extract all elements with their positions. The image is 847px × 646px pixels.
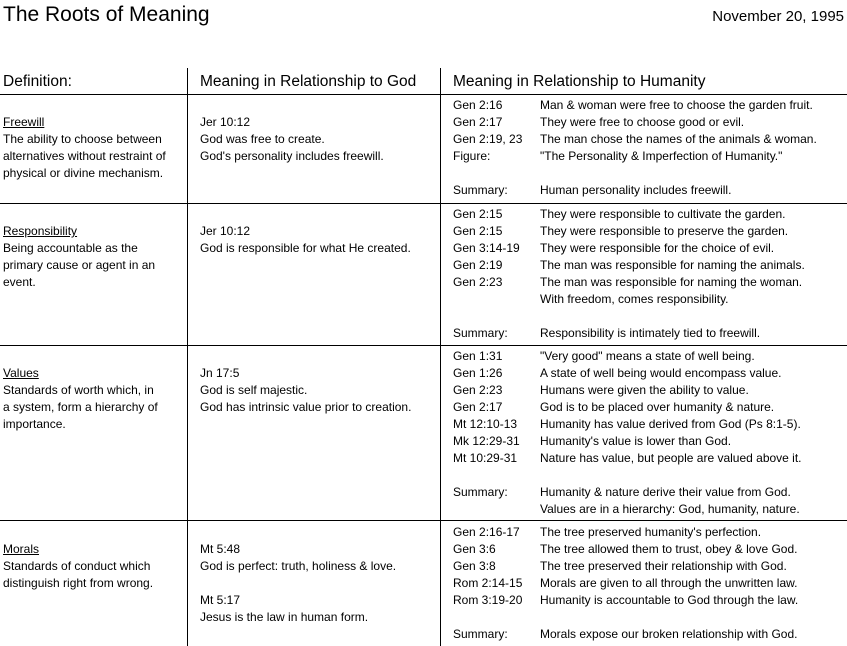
entry-text: The man chose the names of the animals & woman. bbox=[540, 132, 817, 146]
definition-line: Standards of conduct which bbox=[3, 559, 151, 573]
humanity-entry bbox=[453, 541, 843, 558]
summary-label: Summary: bbox=[453, 627, 508, 641]
god-line: God has intrinsic value prior to creation. bbox=[200, 400, 412, 414]
humanity-entry bbox=[453, 348, 843, 365]
scripture-ref: Gen 2:15 bbox=[453, 224, 503, 238]
scripture-ref: Gen 2:16-17 bbox=[453, 525, 520, 539]
humanity-entry bbox=[453, 165, 843, 182]
god-line bbox=[200, 575, 396, 592]
definition-cell bbox=[3, 114, 166, 182]
scripture-ref: Gen 2:23 bbox=[453, 383, 503, 397]
definition-line: importance. bbox=[3, 417, 66, 431]
scripture-ref: Gen 2:17 bbox=[453, 400, 503, 414]
summary-text: Morals expose our broken relationship with God. bbox=[540, 627, 798, 641]
scripture-ref: Gen 2:19, 23 bbox=[453, 132, 523, 146]
humanity-entry bbox=[453, 223, 843, 240]
humanity-entry bbox=[453, 524, 843, 541]
god-line: God's personality includes freewill. bbox=[200, 149, 384, 163]
definition-line: physical or divine mechanism. bbox=[3, 166, 164, 180]
scripture-ref: Gen 2:23 bbox=[453, 275, 503, 289]
entry-text: Morals are given to all through the unwritten law. bbox=[540, 576, 798, 590]
god-line: Jer 10:12 bbox=[200, 224, 251, 238]
entry-text: The man was responsible for naming the woman. bbox=[540, 275, 803, 289]
scripture-ref: Mt 12:10-13 bbox=[453, 417, 518, 431]
god-line: Jer 10:12 bbox=[200, 115, 251, 129]
god-cell bbox=[200, 114, 384, 165]
summary-label: Summary: bbox=[453, 183, 508, 197]
definition-line: alternatives without restraint of bbox=[3, 149, 166, 163]
scripture-ref: Gen 2:16 bbox=[453, 98, 503, 112]
humanity-entry bbox=[453, 206, 843, 223]
entry-text: Humans were given the ability to value. bbox=[540, 383, 749, 397]
humanity-cell bbox=[453, 206, 843, 342]
humanity-summary bbox=[453, 501, 843, 518]
scripture-ref: Mt 10:29-31 bbox=[453, 451, 518, 465]
summary-text: Values are in a hierarchy: God, humanity, nature. bbox=[540, 502, 800, 516]
scripture-ref: Rom 3:19-20 bbox=[453, 593, 523, 607]
humanity-cell bbox=[453, 97, 843, 199]
humanity-cell bbox=[453, 348, 843, 518]
term-responsibility: Responsibility bbox=[3, 224, 78, 238]
god-cell bbox=[200, 365, 411, 416]
god-line: Mt 5:17 bbox=[200, 593, 241, 607]
entry-text: The tree preserved their relationship with God. bbox=[540, 559, 787, 573]
humanity-summary bbox=[453, 182, 843, 199]
scripture-ref: Gen 2:15 bbox=[453, 207, 503, 221]
definition-line: a system, form a hierarchy of bbox=[3, 400, 158, 414]
definition-line: The ability to choose between bbox=[3, 132, 162, 146]
scripture-ref: Gen 3:14-19 bbox=[453, 241, 520, 255]
humanity-entry bbox=[453, 399, 843, 416]
humanity-cell bbox=[453, 524, 843, 643]
god-line: Jn 17:5 bbox=[200, 366, 240, 380]
entry-text: They were responsible for the choice of evil. bbox=[540, 241, 775, 255]
god-line: God is perfect: truth, holiness & love. bbox=[200, 559, 397, 573]
humanity-entry bbox=[453, 291, 843, 308]
header-definition: Definition: bbox=[3, 73, 72, 90]
scripture-ref: Gen 3:8 bbox=[453, 559, 496, 573]
god-line: Jesus is the law in human form. bbox=[200, 610, 369, 624]
humanity-entry bbox=[453, 450, 843, 467]
entry-text: They were free to choose good or evil. bbox=[540, 115, 745, 129]
term-freewill: Freewill bbox=[3, 115, 45, 129]
god-line: God is self majestic. bbox=[200, 383, 308, 397]
row-divider bbox=[0, 345, 847, 346]
god-line: Mt 5:48 bbox=[200, 542, 241, 556]
header-god: Meaning in Relationship to God bbox=[200, 73, 417, 90]
column-divider bbox=[440, 68, 441, 646]
humanity-summary bbox=[453, 626, 843, 643]
summary-label: Summary: bbox=[453, 326, 508, 340]
humanity-entry bbox=[453, 131, 843, 148]
definition-line: Standards of worth which, in bbox=[3, 383, 154, 397]
scripture-ref: Gen 1:31 bbox=[453, 349, 503, 363]
humanity-entry bbox=[453, 274, 843, 291]
definition-line: Being accountable as the bbox=[3, 241, 138, 255]
definition-line: event. bbox=[3, 275, 36, 289]
entry-text: They were responsible to preserve the garden. bbox=[540, 224, 789, 238]
entry-text: God is to be placed over humanity & nature. bbox=[540, 400, 775, 414]
humanity-entry bbox=[453, 558, 843, 575]
column-divider bbox=[187, 68, 188, 646]
humanity-entry bbox=[453, 257, 843, 274]
humanity-entry bbox=[453, 114, 843, 131]
humanity-summary bbox=[453, 484, 843, 501]
entry-text: "The Personality & Imperfection of Humanity." bbox=[540, 149, 783, 163]
humanity-summary bbox=[453, 325, 843, 342]
god-cell bbox=[200, 541, 396, 626]
entry-text: With freedom, comes responsibility. bbox=[540, 292, 729, 306]
definition-cell bbox=[3, 223, 155, 291]
humanity-entry bbox=[453, 308, 843, 325]
definition-cell bbox=[3, 365, 158, 433]
humanity-entry bbox=[453, 592, 843, 609]
document-date: November 20, 1995 bbox=[712, 8, 844, 25]
god-cell bbox=[200, 223, 411, 257]
humanity-entry bbox=[453, 575, 843, 592]
humanity-entry bbox=[453, 609, 843, 626]
scripture-ref: Rom 2:14-15 bbox=[453, 576, 523, 590]
definition-line: primary cause or agent in an bbox=[3, 258, 156, 272]
humanity-entry bbox=[453, 97, 843, 114]
entry-text: Nature has value, but people are valued above it. bbox=[540, 451, 802, 465]
page-title: The Roots of Meaning bbox=[3, 3, 210, 26]
entry-text: The man was responsible for naming the animals. bbox=[540, 258, 805, 272]
scripture-ref: Gen 1:26 bbox=[453, 366, 503, 380]
definition-cell bbox=[3, 541, 153, 592]
humanity-entry bbox=[453, 467, 843, 484]
entry-text: "Very good" means a state of well being. bbox=[540, 349, 755, 363]
summary-text: Responsibility is intimately tied to freewill. bbox=[540, 326, 761, 340]
entry-text: Man & woman were free to choose the garden fruit. bbox=[540, 98, 813, 112]
scripture-ref: Mk 12:29-31 bbox=[453, 434, 520, 448]
humanity-entry bbox=[453, 148, 843, 165]
scripture-ref: Figure: bbox=[453, 149, 491, 163]
row-divider bbox=[0, 94, 847, 95]
god-line: God was free to create. bbox=[200, 132, 325, 146]
humanity-entry bbox=[453, 433, 843, 450]
summary-text: Humanity & nature derive their value from God. bbox=[540, 485, 791, 499]
row-divider bbox=[0, 203, 847, 204]
god-line: God is responsible for what He created. bbox=[200, 241, 411, 255]
entry-text: They were responsible to cultivate the garden. bbox=[540, 207, 786, 221]
table-header bbox=[0, 68, 847, 94]
entry-text: Humanity has value derived from God (Ps 8:1-5). bbox=[540, 417, 801, 431]
entry-text: A state of well being would encompass value. bbox=[540, 366, 782, 380]
term-morals: Morals bbox=[3, 542, 40, 556]
humanity-entry bbox=[453, 416, 843, 433]
humanity-entry bbox=[453, 382, 843, 399]
header-humanity: Meaning in Relationship to Humanity bbox=[453, 73, 706, 90]
summary-label: Summary: bbox=[453, 485, 508, 499]
summary-text: Human personality includes freewill. bbox=[540, 183, 732, 197]
scripture-ref: Gen 2:19 bbox=[453, 258, 503, 272]
entry-text: The tree preserved humanity's perfection. bbox=[540, 525, 762, 539]
humanity-entry bbox=[453, 365, 843, 382]
scripture-ref: Gen 3:6 bbox=[453, 542, 496, 556]
scripture-ref: Gen 2:17 bbox=[453, 115, 503, 129]
row-divider bbox=[0, 520, 847, 521]
humanity-entry bbox=[453, 240, 843, 257]
entry-text: Humanity's value is lower than God. bbox=[540, 434, 732, 448]
entry-text: The tree allowed them to trust, obey & love God. bbox=[540, 542, 798, 556]
definition-line: distinguish right from wrong. bbox=[3, 576, 154, 590]
term-values: Values bbox=[3, 366, 39, 380]
entry-text: Humanity is accountable to God through the law. bbox=[540, 593, 799, 607]
